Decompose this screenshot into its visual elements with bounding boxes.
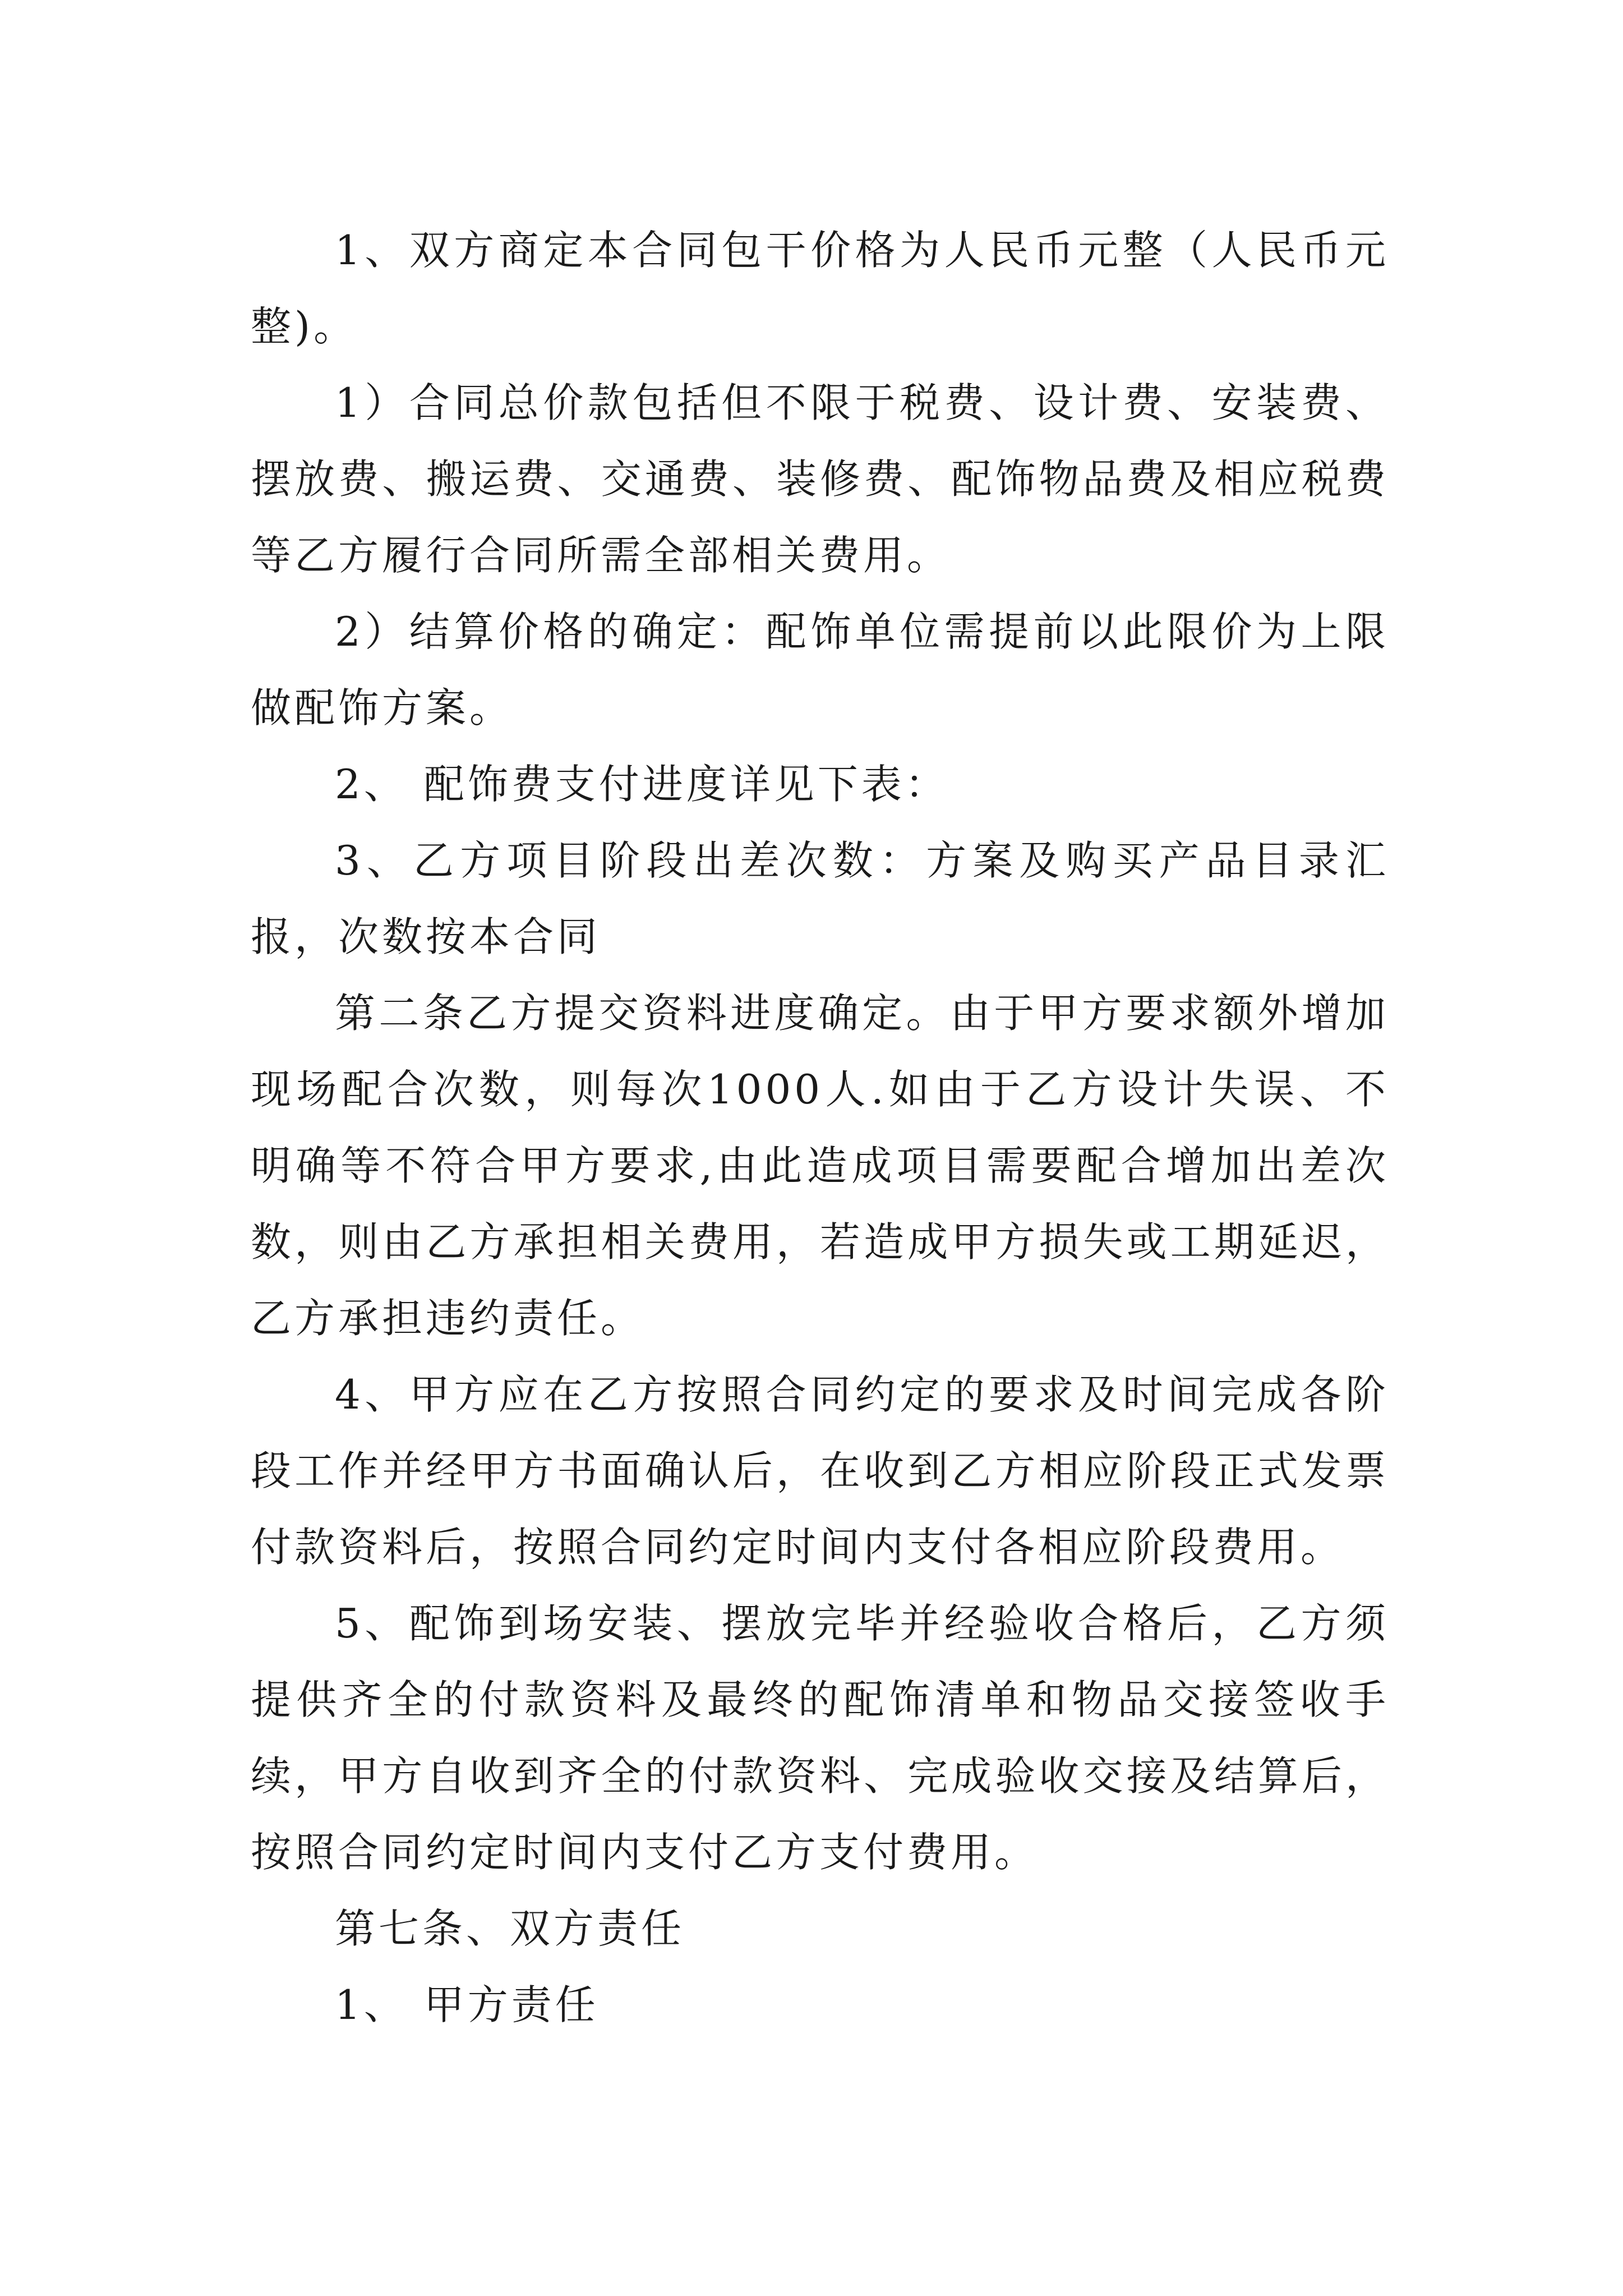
article-seven-heading: 第七条、双方责任 bbox=[335, 1905, 685, 1952]
clause-payment-conditions: 4、甲方应在乙方按照合同约定的要求及时间完成各阶段工作并经甲方书面确认后，在收到乙方相应阶段正式发票付款资料后，按照合同约定时间内支付各相应阶段费用。 bbox=[251, 1371, 1389, 1571]
contract-text bbox=[251, 212, 1389, 2043]
clause-price-scope: 1）合同总价款包括但不限于税费、设计费、安装费、摆放费、搬运费、交通费、装修费、配饰物品费及相应税费等乙方履行合同所需全部相关费用。 bbox=[251, 379, 1389, 579]
clause-price: 1、双方商定本合同包干价格为人民币元整（人民币元整)。 bbox=[251, 227, 1389, 350]
clause-settlement-price: 2）结算价格的确定：配饰单位需提前以此限价为上限做配饰方案。 bbox=[251, 608, 1389, 731]
clause-article-two: 第二条乙方提交资料进度确定。由于甲方要求额外增加现场配合次数，则每次1000人.如由于乙方设计失误、不明确等不符合甲方要求,由此造成项目需要配合增加出差次数，则由乙方承担相关费用，若造成甲方损失或工期延迟，乙方承担违约责任。 bbox=[251, 990, 1389, 1342]
clause-payment-schedule: 2、 配饰费支付进度详见下表： bbox=[335, 761, 949, 808]
party-a-responsibility-heading: 1、 甲方责任 bbox=[335, 1981, 599, 2028]
clause-business-trips: 3、乙方项目阶段出差次数：方案及购买产品目录汇报，次数按本合同 bbox=[251, 837, 1389, 960]
clause-acceptance-payment: 5、配饰到场安装、摆放完毕并经验收合格后，乙方须提供齐全的付款资料及最终的配饰清单和物品交接签收手续，甲方自收到齐全的付款资料、完成验收交接及结算后，按照合同约定时间内支付乙方支付费用。 bbox=[251, 1600, 1389, 1876]
